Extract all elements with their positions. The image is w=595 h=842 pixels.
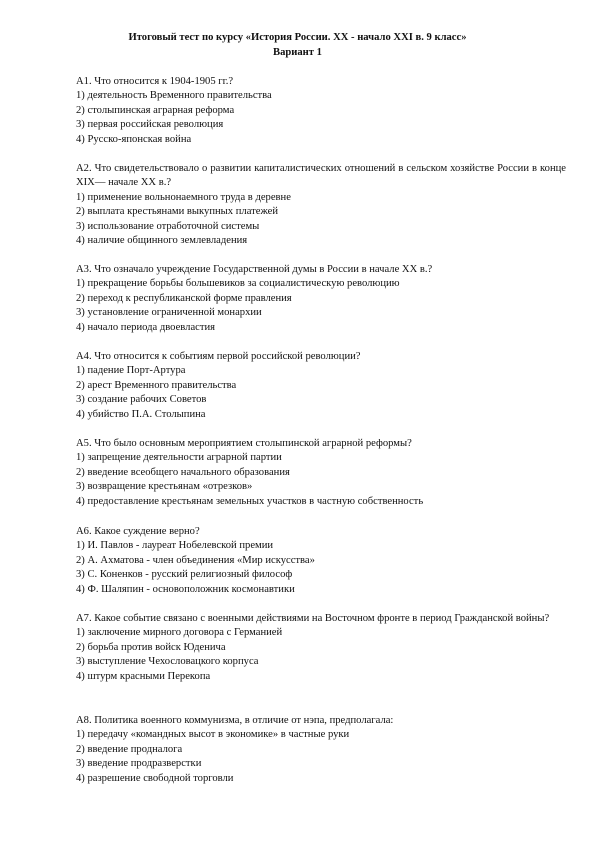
answer-option: 1) заключение мирного договора с Германией bbox=[76, 627, 283, 639]
document-title: Итоговый тест по курсу «История России. XX - начало XXI в. 9 класс» bbox=[128, 32, 467, 43]
answer-option: 2) переход к республиканской форме правления bbox=[76, 292, 292, 304]
question-stem: А3. Что означало учреждение Государственной думы в России в начале XX в.? bbox=[76, 264, 433, 275]
answer-option: 4) убийство П.А. Столыпина bbox=[76, 408, 206, 420]
answer-option: 3) возвращение крестьянам «отрезков» bbox=[76, 481, 253, 493]
question-a5 bbox=[76, 437, 566, 509]
answer-option: 1) запрещение деятельности аграрной партии bbox=[76, 452, 282, 464]
answer-option: 2) выплата крестьянами выкупных платежей bbox=[76, 206, 279, 218]
question-stem: А2. Что свидетельствовало о развитии капиталистических отношений в сельском хозяйстве России в конце XIX— начале XX в.? bbox=[76, 163, 566, 189]
question-stem: А5. Что было основным мероприятием столыпинской аграрной реформы? bbox=[76, 438, 412, 449]
answer-option: 4) Ф. Шаляпин - основоположник космонавтики bbox=[76, 583, 295, 595]
answer-option: 4) начало периода двоевластия bbox=[76, 321, 216, 333]
answer-option: 2) столыпинская аграрная реформа bbox=[76, 104, 235, 116]
question-stem: А7. Какое событие связано с военными действиями на Восточном фронте в период Гражданской войны? bbox=[76, 613, 550, 624]
answer-option: 4) разрешение свободной торговли bbox=[76, 772, 234, 784]
answer-option: 4) наличие общинного землевладения bbox=[76, 235, 248, 247]
answer-option: 1) применение вольнонаемного труда в деревне bbox=[76, 191, 291, 203]
question-a6 bbox=[76, 525, 566, 597]
answer-option: 1) передачу «командных высот в экономике» в частные руки bbox=[76, 729, 350, 741]
answer-option: 2) арест Временного правительства bbox=[76, 379, 237, 391]
question-stem: А4. Что относится к событиям первой российской революции? bbox=[76, 351, 361, 362]
question-a7 bbox=[76, 612, 566, 684]
answer-option: 2) А. Ахматова - член объединения «Мир искусства» bbox=[76, 554, 315, 566]
answer-option: 3) использование отработочной системы bbox=[76, 220, 260, 232]
answer-option: 3) введение продразверстки bbox=[76, 758, 202, 770]
question-stem: А8. Политика военного коммунизма, в отличие от нэпа, предполагала: bbox=[76, 715, 394, 726]
question-a2 bbox=[76, 162, 566, 248]
answer-option: 1) прекращение борьбы большевиков за социалистическую революцию bbox=[76, 278, 400, 290]
question-a4 bbox=[76, 350, 566, 422]
answer-option: 2) введение всеобщего начального образования bbox=[76, 466, 290, 478]
question-stem: А1. Что относится к 1904-1905 гг.? bbox=[76, 76, 234, 87]
question-a1 bbox=[76, 75, 566, 147]
answer-option: 4) штурм красными Перекопа bbox=[76, 670, 211, 682]
answer-option: 4) предоставление крестьянам земельных участков в частную собственность bbox=[76, 495, 424, 507]
answer-option: 2) введение продналога bbox=[76, 743, 183, 755]
answer-option: 4) Русско-японская война bbox=[76, 133, 192, 145]
question-a3 bbox=[76, 263, 566, 335]
answer-option: 2) борьба против войск Юденича bbox=[76, 641, 226, 653]
answer-option: 3) первая российская революция bbox=[76, 119, 224, 131]
answer-option: 3) создание рабочих Советов bbox=[76, 394, 207, 406]
question-a8 bbox=[76, 714, 566, 786]
variant-label: Вариант 1 bbox=[273, 47, 322, 58]
answer-option: 1) падение Порт-Артура bbox=[76, 365, 186, 377]
answer-option: 1) деятельность Временного правительства bbox=[76, 90, 272, 102]
answer-option: 3) С. Коненков - русский религиозный философ bbox=[76, 569, 293, 581]
answer-option: 3) установление ограниченной монархии bbox=[76, 307, 262, 319]
answer-option: 3) выступление Чехословацкого корпуса bbox=[76, 656, 259, 668]
answer-option: 1) И. Павлов - лауреат Нобелевской премии bbox=[76, 540, 274, 552]
question-stem: А6. Какое суждение верно? bbox=[76, 526, 200, 537]
